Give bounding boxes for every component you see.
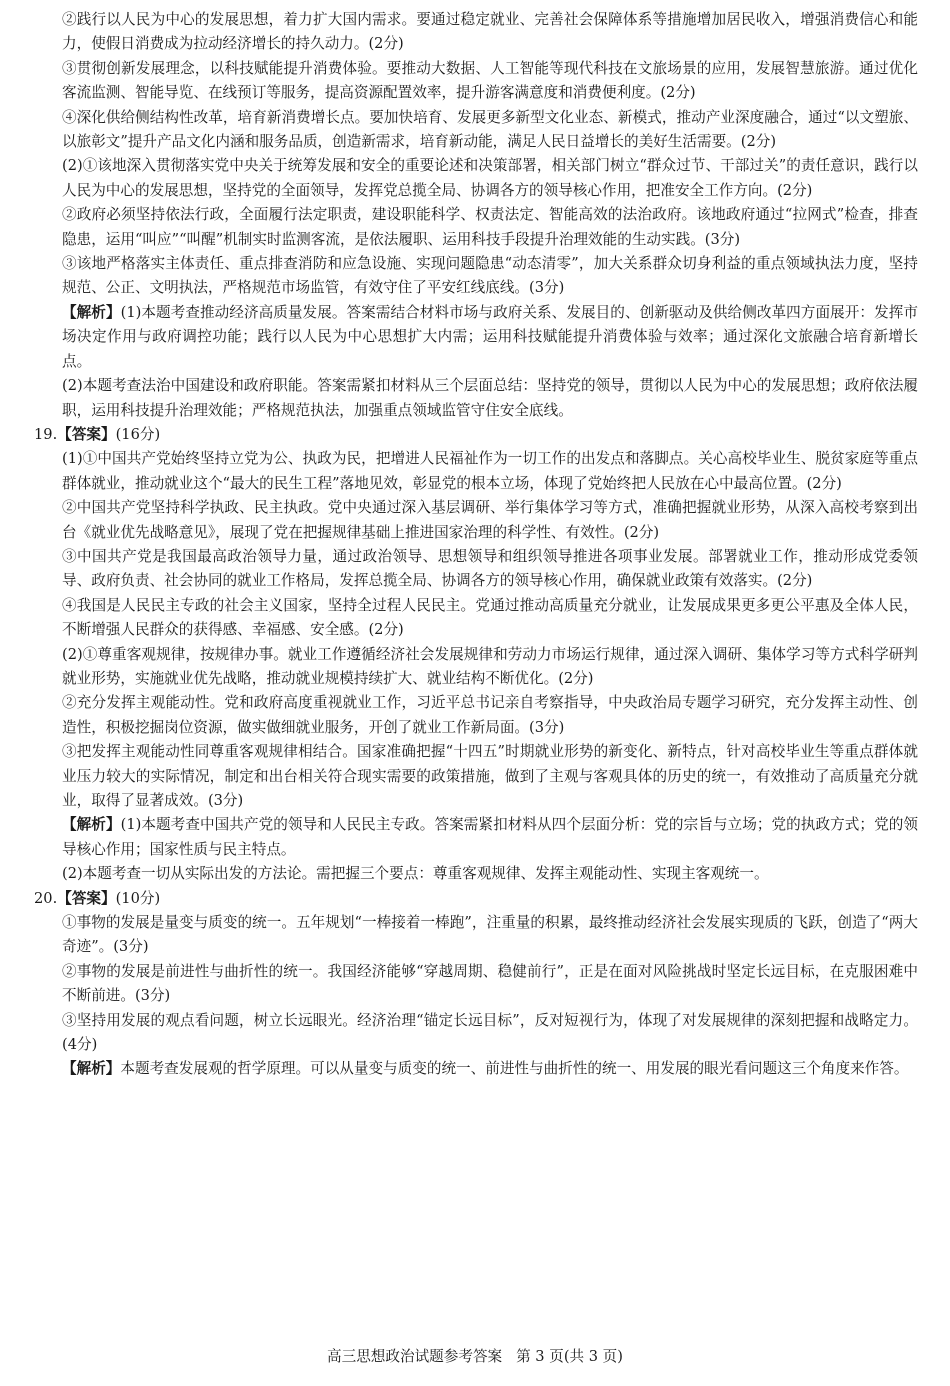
q18-continuation [34,8,918,423]
q20-answer-1: ①事物的发展是量变与质变的统一。五年规划“一棒接着一棒跑”，注重量的积累，最终推动经济社会发展实现质的飞跃，创造了“两大奇迹”。(3分) [62,914,918,956]
q19-header [34,423,918,447]
question-number: 19. [34,425,58,443]
q20-header [34,887,918,911]
analysis-text: (1)本题考查中国共产党的领导和人民民主专政。答案需紧扣材料从四个层面分析：党的宗旨与立场；党的执政方式；党的领导核心作用；国家性质与民主特点。 [62,816,918,858]
question-score: (16分) [115,425,161,443]
q18-answer-1-2: ②践行以人民为中心的发展思想，着力扩大国内需求。要通过稳定就业、完善社会保障体系等措施增加居民收入，增强消费信心和能力，使假日消费成为拉动经济增长的持久动力。(2分) [62,11,918,53]
q19-analysis-1 [34,813,918,862]
analysis-text: (1)本题考查推动经济高质量发展。答案需结合材料市场与政府关系、发展目的、创新驱动及供给侧改革四方面展开：发挥市场决定作用与政府调控功能；践行以人民为中心思想扩大内需；运用科技赋能提升消费体验与效率；通过深化文旅融合培育新增长点。 [62,303,918,370]
q20-answer-2: ②事物的发展是前进性与曲折性的统一。我国经济能够“穿越周期、稳健前行”，正是在面对风险挑战时坚定长远目标，在克服困难中不断前进。(3分) [62,962,918,1005]
question-number: 20. [34,889,58,907]
page-footer [0,1346,950,1368]
question-score: (10分) [115,889,161,907]
q20-answer-3: ③坚持用发展的观点看问题，树立长远眼光。经济治理“锚定长远目标”，反对短视行为，体现了对发展规律的深刻把握和战略定力。(4分) [62,1011,918,1054]
analysis-text: 本题考查发展观的哲学原理。可以从量变与质变的统一、前进性与曲折性的统一、用发展的眼光看问题这三个角度来作答。 [120,1060,909,1078]
q19-answer-1-3: ③中国共产党是我国最高政治领导力量，通过政治领导、思想领导和组织领导推进各项事业发展。部署就业工作，推动形成党委领导、政府负责、社会协同的就业工作格局，发挥总揽全局、协调各方的领导核心作用，确保就业政策有效落实。(2分) [62,547,918,590]
q18-answer-2-3: ③该地严格落实主体责任、重点排查消防和应急设施、实现问题隐患“动态清零”，加大关系群众切身利益的重点领域执法力度，坚持规范、公正、文明执法，严格规范市场监管，有效守住了平安红线底线。(3分) [62,255,918,297]
q19-answer-1-2: ②中国共产党坚持科学执政、民主执政。党中央通过深入基层调研、举行集体学习等方式，准确把握就业形势，从深入高校考察到出台《就业优先战略意见》，展现了党在把握规律基础上推进国家治理的科学性、有效性。(2分) [62,499,918,541]
q18-analysis-1 [34,301,918,374]
analysis-tag: 【解析】 [62,1060,121,1078]
q20-section [34,887,918,1082]
q19-answer-1-1: (1)①中国共产党始终坚持立党为公、执政为民，把增进人民福祉作为一切工作的出发点和落脚点。关心高校毕业生、脱贫家庭等重点群体就业，推动就业这个“最大的民生工程”落地见效，彰显党的根本立场，体现了党始终把人民放在心中最高位置。(2分) [62,450,918,492]
footer-page-number: 第 3 页(共 3 页) [516,1348,623,1365]
q20-analysis [34,1057,918,1081]
analysis-tag: 【解析】 [62,303,121,321]
q19-answer-2-1: (2)①尊重客观规律，按规律办事。就业工作遵循经济社会发展规律和劳动力市场运行规律，通过深入调研、集体学习等方式科学研判就业形势，实施就业优先战略，推动就业规模持续扩大、就业结构不断优化。(2分) [62,645,918,687]
q19-answer-2-3: ③把发挥主观能动性同尊重客观规律相结合。国家准确把握“十四五”时期就业形势的新变化、新特点，针对高校毕业生等重点群体就业压力较大的实际情况，制定和出台相关符合现实需要的政策措施，做到了主观与客观具体的历史的统一，有效推动了高质量充分就业，取得了显著成效。(3分) [62,743,918,809]
analysis-tag: 【解析】 [62,816,121,834]
footer-title: 高三思想政治试题参考答案 [327,1348,503,1365]
q18-answer-1-4: ④深化供给侧结构性改革，培育新消费增长点。要加快培育、发展更多新型文化业态、新模式，推动产业深度融合，通过“以文塑旅、以旅彰文”提升产品文化内涵和服务品质，创造新需求，培育新动能，满足人民日益增长的美好生活需要。(2分) [62,108,918,151]
q19-answer-1-4: ④我国是人民民主专政的社会主义国家，坚持全过程人民民主。党通过推动高质量充分就业，让发展成果更多更公平惠及全体人民，不断增强人民群众的获得感、幸福感、安全感。(2分) [62,596,918,639]
q18-answer-2-2: ②政府必须坚持依法行政，全面履行法定职责，建设职能科学、权责法定、智能高效的法治政府。该地政府通过“拉网式”检查，排查隐患，运用“叫应”“叫醒”机制实时监测客流，是依法履职、运用科技手段提升治理效能的生动实践。(3分) [62,206,918,248]
answer-tag: 【答案】 [57,425,116,443]
answer-document [34,8,918,1082]
q18-analysis-2: (2)本题考查法治中国建设和政府职能。答案需紧扣材料从三个层面总结：坚持党的领导，贯彻以人民为中心的发展思想；政府依法履职，运用科技提升治理效能；严格规范执法，加强重点领域监管守住安全底线。 [62,377,918,419]
answer-tag: 【答案】 [57,889,116,907]
q18-answer-1-3: ③贯彻创新发展理念，以科技赋能提升消费体验。要推动大数据、人工智能等现代科技在文旅场景的应用，发展智慧旅游。通过优化客流监测、智能导览、在线预订等服务，提高资源配置效率，提升游客满意度和消费便利度。(2分) [62,59,918,102]
q18-answer-2-1: (2)①该地深入贯彻落实党中央关于统筹发展和安全的重要论述和决策部署，相关部门树立“群众过节、干部过关”的责任意识，践行以人民为中心的发展思想，坚持党的全面领导，发挥党总揽全局、协调各方的领导核心作用，把准安全工作方向。(2分) [62,157,918,199]
q19-section [34,423,918,887]
q19-answer-2-2: ②充分发挥主观能动性。党和政府高度重视就业工作，习近平总书记亲自考察指导，中央政治局专题学习研究，充分发挥主动性、创造性，积极挖掘岗位资源，做实做细就业服务，开创了就业工作新局面。(3分) [62,694,918,736]
q19-analysis-2: (2)本题考查一切从实际出发的方法论。需把握三个要点：尊重客观规律、发挥主观能动性、实现主客观统一。 [62,865,769,883]
